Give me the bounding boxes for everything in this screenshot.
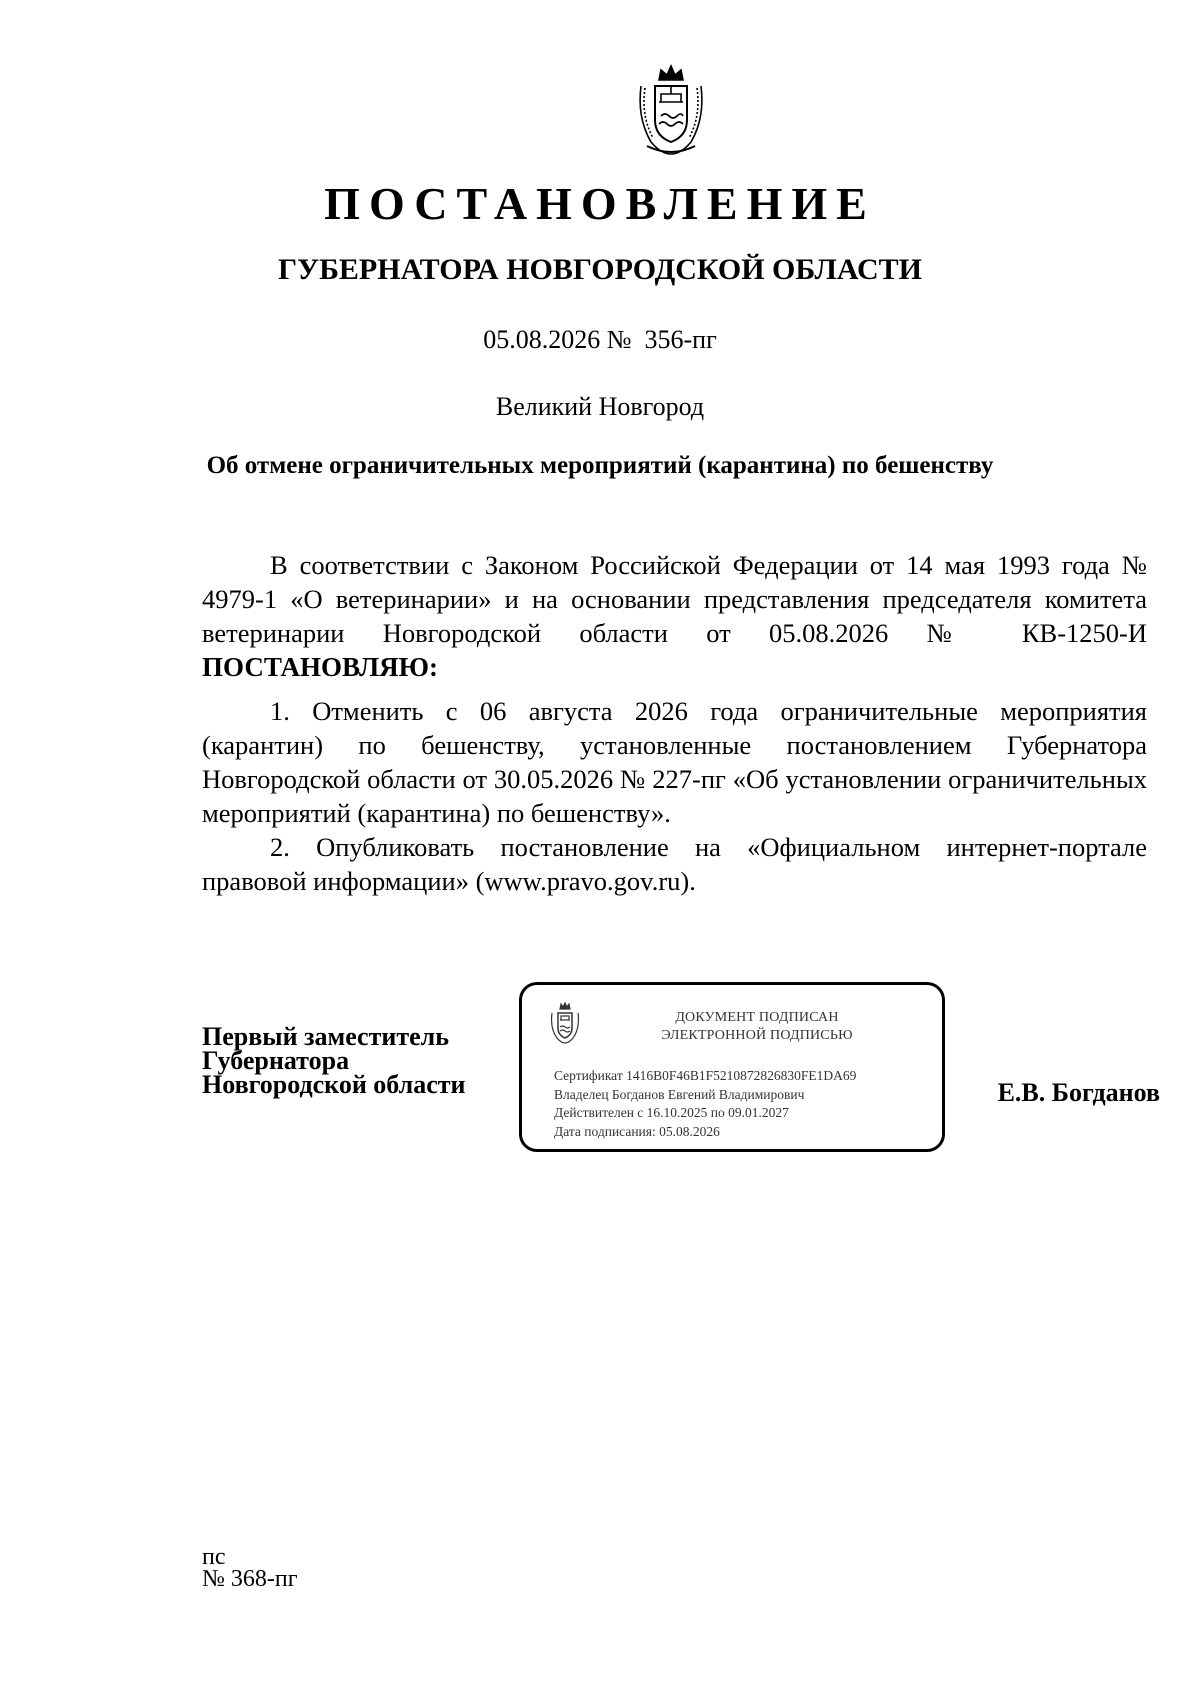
certificate-number: Сертификат 1416B0F46B1F5210872826830FE1DA69 — [554, 1068, 857, 1083]
stamp-heading-line: ЭЛЕКТРОННОЙ ПОДПИСЬЮ — [661, 1028, 853, 1043]
document-subject: Об отмене ограничительных мероприятий (карантина) по бешенству — [206, 452, 994, 479]
preamble-paragraph — [202, 548, 1147, 684]
document-body — [202, 548, 1147, 898]
signer-position-line: Первый заместитель — [202, 1022, 449, 1051]
decree-item-1: 1. Отменить с 06 августа 2026 года ограничительные мероприятия (карантин) по бешенству, установленные постановлением Губернатора Новгородской области от 30.05.2026 № 227-пг «Об установлении ограничительных мероприятий (карантина) по бешенству». — [202, 696, 1147, 828]
certificate-owner: Владелец Богданов Евгений Владимирович — [554, 1086, 805, 1102]
signer-position-line: Губернатора — [202, 1046, 350, 1075]
certificate-validity: Действителен с 16.10.2025 по 09.01.2027 — [554, 1105, 789, 1120]
footer-registration — [202, 1546, 298, 1590]
decree-item-2: 2. Опубликовать постановление на «Официальном интернет-портале правовой информации» (www.pravo.gov.ru). — [202, 832, 1147, 896]
city: Великий Новгород — [495, 392, 705, 421]
preamble-text: В соответствии с Законом Российской Федерации от 14 мая 1993 года № 4979-1 «О ветеринарии» и на основании представления председателя комитета ветеринарии Новгородской области от 05.08.2026 № КВ-1250-И — [202, 550, 1147, 648]
footer-line: пс — [202, 1544, 226, 1570]
coat-of-arms-icon — [631, 58, 711, 158]
electronic-signature-stamp — [519, 982, 945, 1152]
issuer-title: ГУБЕРНАТОРА НОВГОРОДСКОЙ ОБЛАСТИ — [277, 253, 923, 286]
decree-word: ПОСТАНОВЛЯЮ: — [202, 652, 438, 682]
footer-line: № 368-пг — [202, 1566, 298, 1592]
stamp-heading — [632, 1009, 882, 1045]
document-title: ПОСТАНОВЛЕНИЕ — [324, 178, 876, 229]
stamp-heading-line: ДОКУМЕНТ ПОДПИСАН — [675, 1010, 839, 1025]
date-and-number: 05.08.2026 № 356-пг — [483, 325, 717, 354]
signer-position-line: Новгородской области — [202, 1070, 466, 1099]
stamp-details — [554, 1067, 944, 1141]
signer-position — [202, 1022, 492, 1099]
signer-name: Е.В. Богданов — [997, 1078, 1160, 1107]
signing-date: Дата подписания: 05.08.2026 — [554, 1123, 720, 1139]
coat-of-arms-icon — [548, 1001, 582, 1045]
